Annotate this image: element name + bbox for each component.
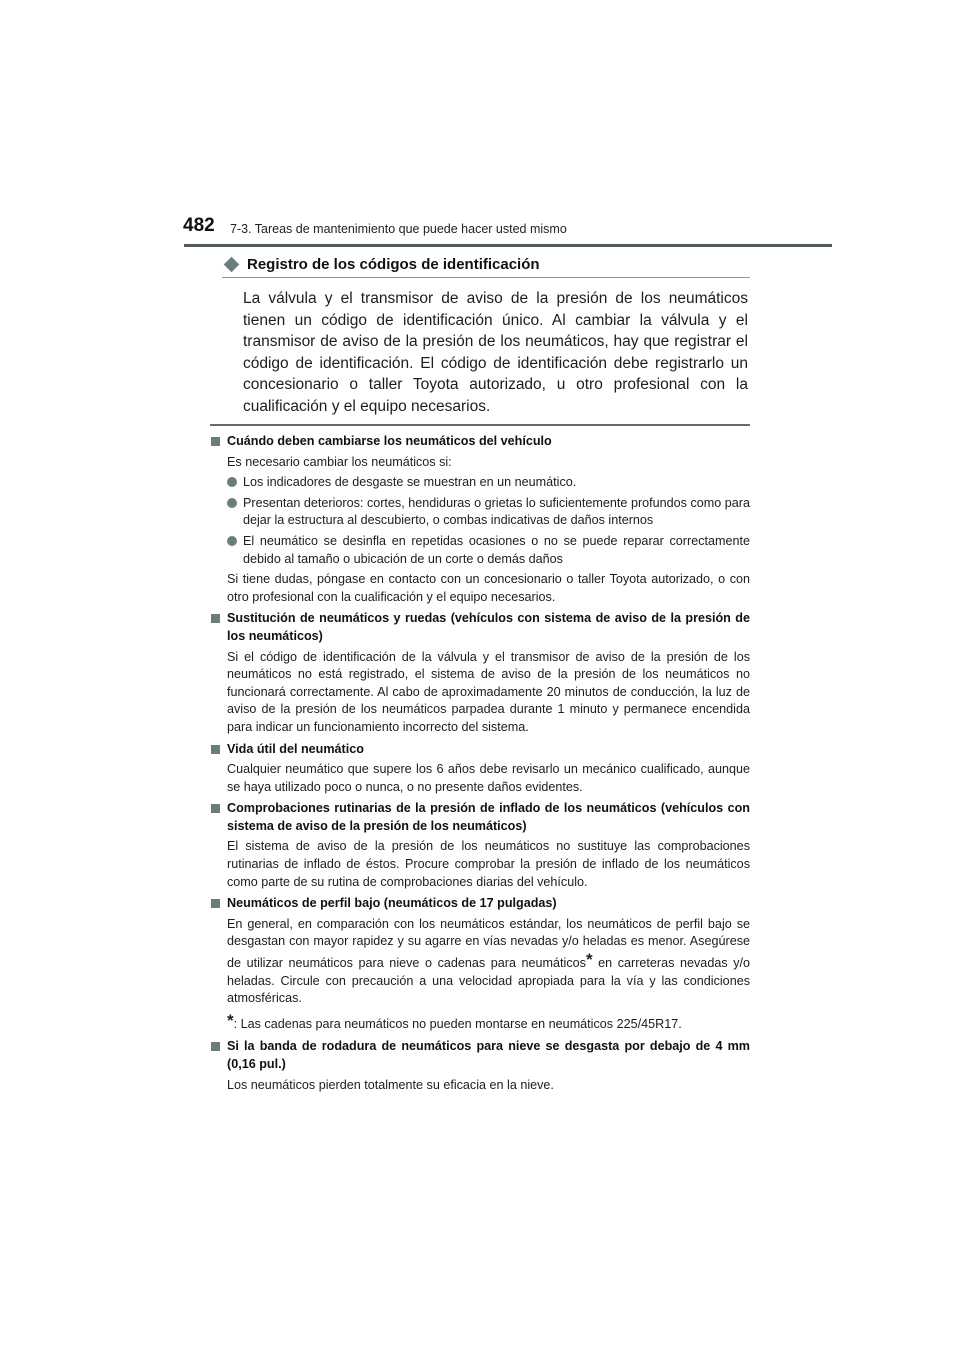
square-bullet-icon — [211, 804, 220, 813]
note-tire-lifespan — [210, 741, 750, 797]
note-text-part: En general, en comparación con los neumáticos estándar, los neumáticos de perfil bajo se desgastan con mayor rapidez y su agarre en vías nevadas y/o heladas es menor. Asegúrese de utilizar neumáticos para nieve o cadenas para neumáticos — [227, 916, 750, 971]
list-item-text: Presentan deterioros: cortes, hendiduras o grietas lo suficientemente profundos como para dejar la estructura al descubierto, o combas indicativas de daños internos — [243, 495, 750, 528]
note-title: Sustitución de neumáticos y ruedas (vehículos con sistema de aviso de la presión de los neumáticos) — [227, 611, 750, 643]
note-text: Cualquier neumático que supere los 6 años debe revisarlo un mecánico cualificado, aunque se haya utilizado poco o nunca, o no presente daños evidentes. — [227, 762, 750, 794]
page-number: 482 — [183, 215, 215, 236]
section-divider — [210, 424, 750, 426]
note-intro: Es necesario cambiar los neumáticos si: — [227, 454, 452, 469]
notes-list — [210, 433, 750, 1098]
footnote — [227, 1012, 750, 1034]
section-heading-divider — [222, 277, 750, 278]
note-text — [227, 916, 750, 1008]
note-heading — [210, 1038, 750, 1073]
note-text: Si el código de identificación de la válvula y el transmisor de aviso de la presión de los neumáticos no está registrado, el sistema de aviso de la presión de los neumáticos no funcionará correctamente. Al cabo de aproximadamente 20 minutos de conducción, la luz de aviso de la presión de los neumáticos parpadea durante 1 minuto y permanece encendida para indicar un funcionamiento incorrecto del sistema. — [227, 649, 750, 734]
header-divider — [184, 244, 832, 247]
note-snow-tire-tread — [210, 1038, 750, 1094]
footnote-star: * — [227, 1010, 234, 1030]
square-bullet-icon — [211, 899, 220, 908]
note-title: Neumáticos de perfil bajo (neumáticos de 17 pulgadas) — [227, 896, 557, 911]
list-item — [227, 495, 750, 530]
note-heading — [210, 800, 750, 835]
note-title: Vida útil del neumático — [227, 741, 364, 756]
section-heading-text: Registro de los códigos de identificación — [247, 255, 540, 273]
diamond-icon — [224, 256, 240, 272]
note-pressure-checks — [210, 800, 750, 891]
note-outro: Si tiene dudas, póngase en contacto con un concesionario o taller Toyota autorizado, o con otro profesional con la cualificación y el equipo necesarios. — [227, 572, 750, 604]
section-body: La válvula y el transmisor de aviso de la presión de los neumáticos tienen un código de identificación único. Al cambiar la válvula y el transmisor de aviso de la presión de los neumáticos, hay que registrar el código de identificación. El código de identificación debe registrarlo un concesionario o taller Toyota autorizado, u otro profesional con la cualificación y el equipo necesarios. — [243, 290, 748, 415]
note-heading — [210, 433, 750, 451]
circle-bullet-icon — [227, 498, 237, 508]
footnote-marker: * — [585, 950, 593, 970]
note-heading — [210, 610, 750, 645]
running-header: 7-3. Tareas de mantenimiento que puede hacer usted mismo — [230, 222, 567, 236]
square-bullet-icon — [211, 745, 220, 754]
square-bullet-icon — [211, 437, 220, 446]
note-low-profile-tires — [210, 895, 750, 1008]
note-text: El sistema de aviso de la presión de los neumáticos no sustituye las comprobaciones rutinarias de inflado de éstos. Procure comprobar la presión de inflado de los neumáticos como parte de su rutina de comprobaciones diarias del vehículo. — [227, 839, 750, 889]
square-bullet-icon — [211, 1042, 220, 1051]
square-bullet-icon — [211, 614, 220, 623]
list-item-text: El neumático se desinfla en repetidas ocasiones o no se puede reparar correctamente debido al tamaño o ubicación de un corte o demás daños — [243, 533, 750, 566]
note-title: Comprobaciones rutinarias de la presión de inflado de los neumáticos (vehículos con sistema de aviso de la presión de los neumáticos) — [227, 801, 750, 833]
note-text-part: en carreteras nevadas y/o heladas. Circule con precaución a una velocidad apropiada para la vía y las condiciones atmosféricas. — [227, 956, 750, 1006]
list-item — [227, 533, 750, 568]
section-heading — [222, 254, 750, 274]
circle-bullet-icon — [227, 477, 237, 487]
id-code-section — [222, 254, 750, 418]
list-item — [227, 474, 750, 492]
note-title: Cuándo deben cambiarse los neumáticos del vehículo — [227, 434, 552, 448]
footnote-text: : Las cadenas para neumáticos no pueden montarse en neumáticos 225/45R17. — [233, 1016, 682, 1031]
note-heading — [210, 895, 750, 913]
note-tire-replacement — [210, 433, 750, 606]
note-text: Los neumáticos pierden totalmente su eficacia en la nieve. — [227, 1077, 554, 1092]
note-heading — [210, 741, 750, 759]
note-wheel-replacement — [210, 610, 750, 736]
list-item-text: Los indicadores de desgaste se muestran en un neumático. — [243, 475, 577, 490]
circle-bullet-icon — [227, 536, 237, 546]
note-title: Si la banda de rodadura de neumáticos para nieve se desgasta por debajo de 4 mm (0,16 pul.) — [227, 1039, 750, 1071]
